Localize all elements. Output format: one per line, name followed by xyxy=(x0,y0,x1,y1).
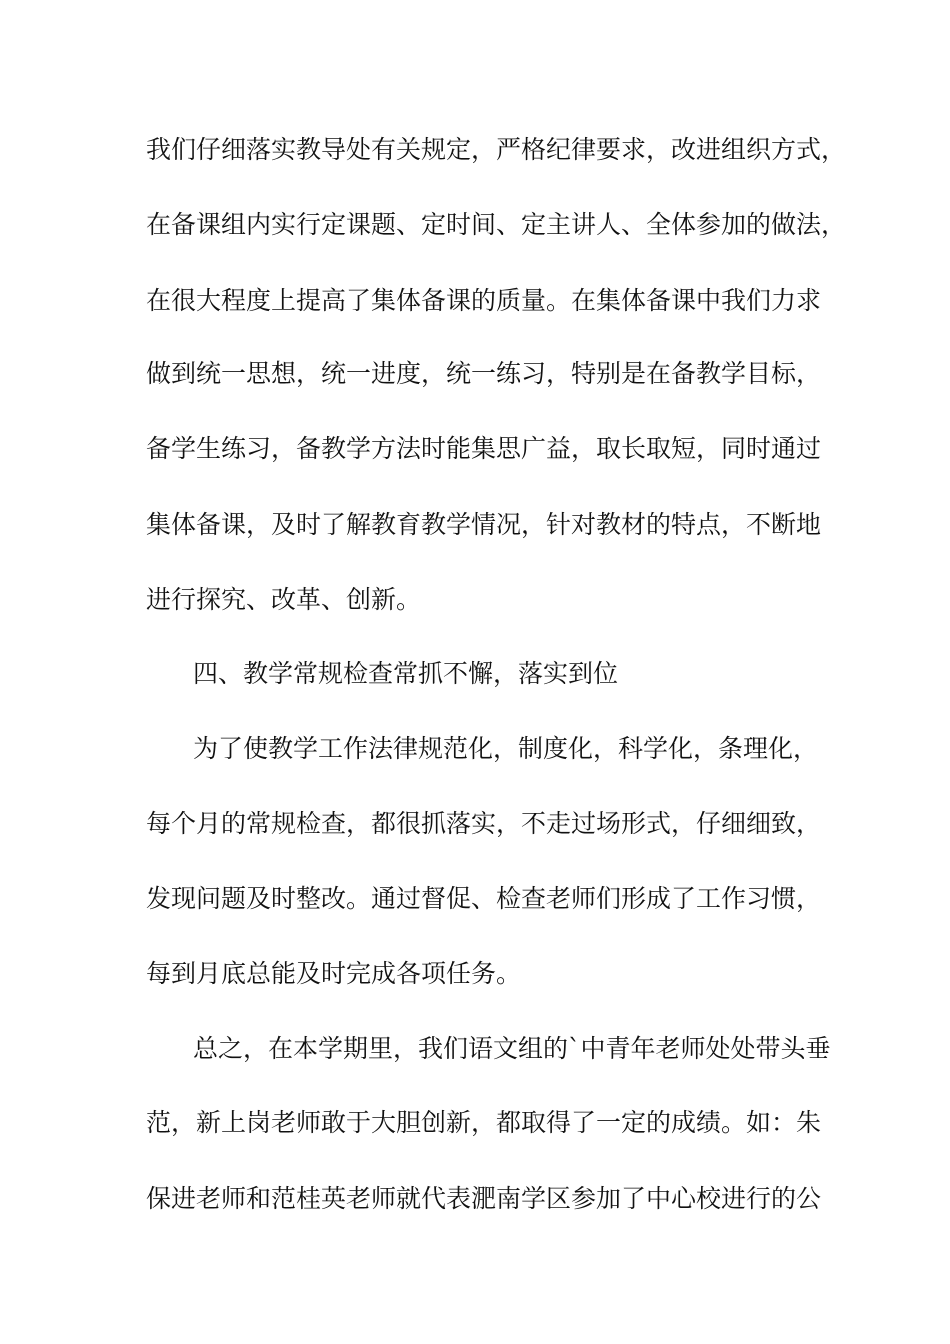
section-heading: 四、教学常规检查常抓不懈，落实到位 xyxy=(193,659,619,688)
text-line: 保进老师和范桂英老师就代表淝南学区参加了中心校进行的公 xyxy=(146,1184,822,1213)
text-line: 发现问题及时整改。通过督促、检查老师们形成了工作习惯， xyxy=(146,884,822,913)
text-line: 每到月底总能及时完成各项任务。 xyxy=(146,959,522,988)
text-line: 进行探究、改革、创新。 xyxy=(146,585,422,614)
text-line: 我们仔细落实教导处有关规定，严格纪律要求，改进组织方式， xyxy=(146,135,847,164)
text-line: 集体备课，及时了解教育教学情况，针对教材的特点，不断地 xyxy=(146,510,822,539)
text-line: 范，新上岗老师敢于大胆创新，都取得了一定的成绩。如：朱 xyxy=(146,1108,822,1137)
text-line: 为了使教学工作法律规范化，制度化，科学化，条理化， xyxy=(193,734,819,763)
text-line: 在备课组内实行定课题、定时间、定主讲人、全体参加的做法， xyxy=(146,210,847,239)
text-line: 备学生练习，备教学方法时能集思广益，取长取短，同时通过 xyxy=(146,434,822,463)
text-line: 做到统一思想，统一进度，统一练习，特别是在备教学目标， xyxy=(146,359,822,388)
text-line: 每个月的常规检查，都很抓落实，不走过场形式，仔细细致， xyxy=(146,809,822,838)
text-line: 在很大程度上提高了集体备课的质量。在集体备课中我们力求 xyxy=(146,286,822,315)
text-line: 总之，在本学期里，我们语文组的`中青年老师处处带头垂 xyxy=(193,1034,831,1063)
